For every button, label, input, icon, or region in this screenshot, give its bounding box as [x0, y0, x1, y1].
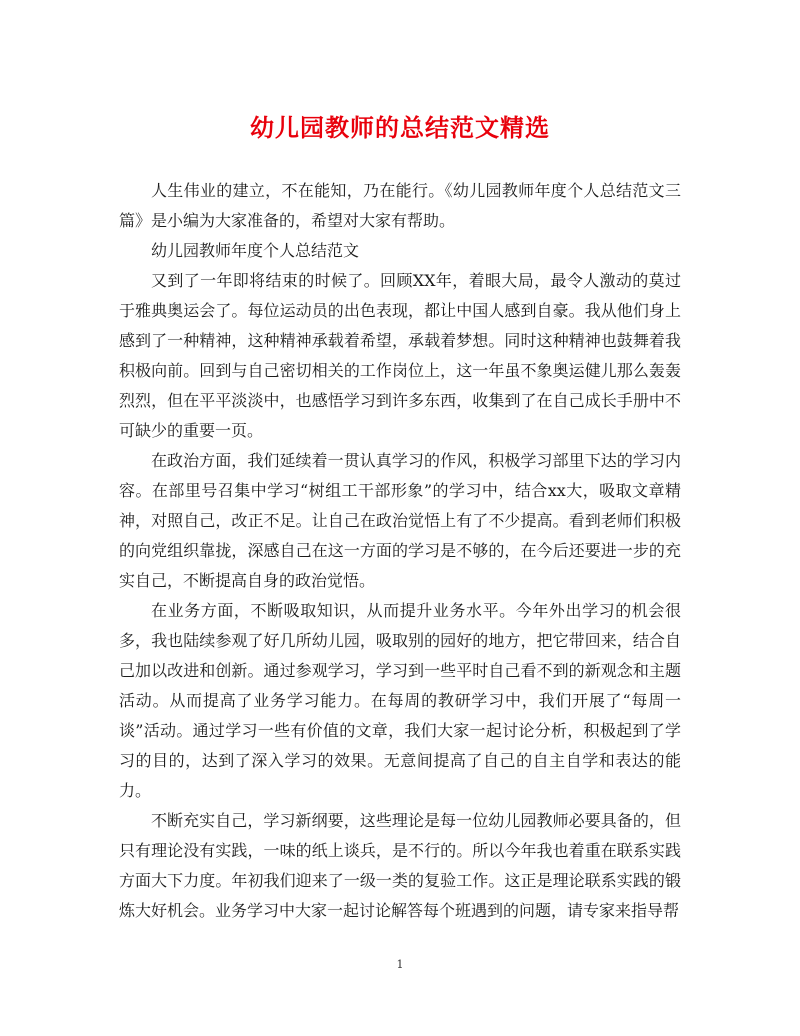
- body-paragraph: 不断充实自己，学习新纲要，这些理论是每一位幼儿园教师必要具备的，但只有理论没有实践，一味的纸上谈兵，是不行的。所以今年我也着重在联系实践方面大下力度。年初我们迎来了一级一类的复验工作。这正是理论联系实践的锻炼大好机会。业务学习中大家一起讨论解答每个班遇到的问题，请专家来指导帮: [119, 811, 681, 920]
- document-title: 幼儿园教师的总结范文精选: [250, 114, 550, 142]
- page-number: 1: [396, 958, 404, 971]
- document-body: [119, 176, 681, 926]
- intro-paragraph: 人生伟业的建立，不在能知，乃在能行。《幼儿园教师年度个人总结范文三篇》是小编为大家准备的，希望对大家有帮助。: [119, 181, 681, 230]
- body-paragraph: 又到了一年即将结束的时候了。回顾XX年，着眼大局，最令人激动的莫过于雅典奥运会了。每位运动员的出色表现，都让中国人感到自豪。我从他们身上感到了一种精神，这种精神承载着希望，承载着梦想。同时这种精神也鼓舞着我积极向前。回到与自己密切相关的工作岗位上，这一年虽不象奥运健儿那么轰轰烈烈，但在平平淡淡中，也感悟学习到许多东西，收集到了在自己成长手册中不可缺少的重要一页。: [119, 271, 681, 440]
- section-heading: 幼儿园教师年度个人总结范文: [151, 241, 360, 260]
- body-paragraph: 在业务方面，不断吸取知识，从而提升业务水平。今年外出学习的机会很多，我也陆续参观了好几所幼儿园，吸取别的园好的地方，把它带回来，结合自己加以改进和创新。通过参观学习，学习到一些平时自己看不到的新观念和主题活动。从而提高了业务学习能力。在每周的教研学习中，我们开展了“每周一谈”活动。通过学习一些有价值的文章，我们大家一起讨论分析，积极起到了学习的目的，达到了深入学习的效果。无意间提高了自己的自主自学和表达的能力。: [119, 601, 681, 800]
- body-paragraph: 在政治方面，我们延续着一贯认真学习的作风，积极学习部里下达的学习内容。在部里号召集中学习“树组工干部形象”的学习中，结合xx大，吸取文章精神，对照自己，改正不足。让自己在政治觉悟上有了不少提高。看到老师们积极的向党组织靠拢，深感自己在这一方面的学习是不够的，在今后还要进一步的充实自己，不断提高自身的政治觉悟。: [119, 451, 681, 590]
